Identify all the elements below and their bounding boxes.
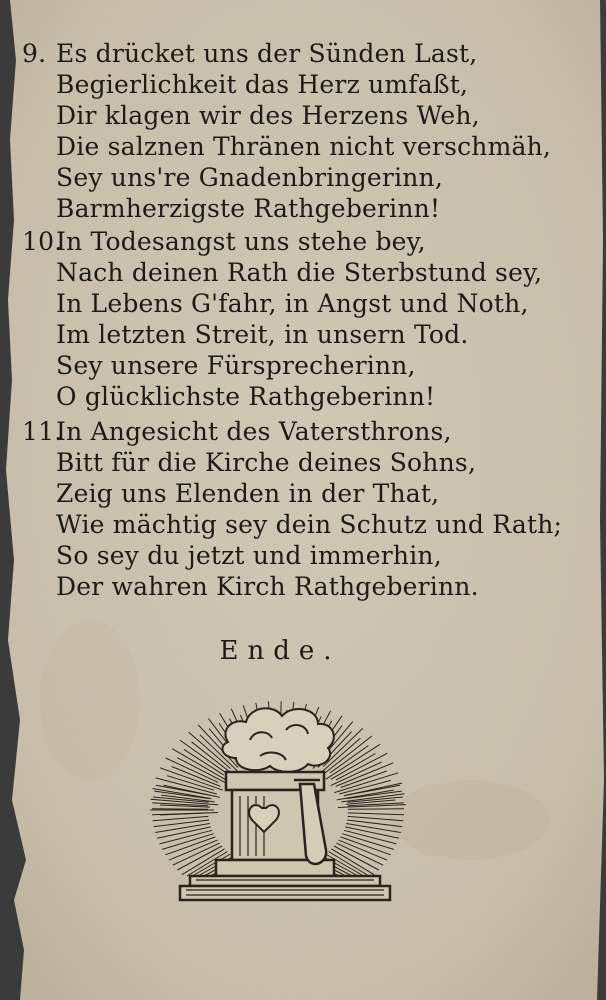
stanza-line: Zeig uns Elenden in der That, xyxy=(56,479,440,508)
stanza-line: Der wahren Kirch Rathgeberinn. xyxy=(56,572,479,601)
ray-line xyxy=(155,824,210,833)
ray-line xyxy=(348,813,404,815)
ray-line xyxy=(154,820,209,827)
ray-line xyxy=(173,843,220,865)
stanza-number: 11. xyxy=(22,417,63,446)
ray-line xyxy=(152,809,208,810)
stanza-line: 9. Es drücket uns der Sünden Last, xyxy=(22,39,478,68)
stanza-line: Die salznen Thränen nicht verschmäh, xyxy=(56,132,552,161)
stanza-line: So sey du jetzt und immerhin, xyxy=(56,541,442,570)
ray-line xyxy=(348,816,404,820)
stanza-line: Sey unsere Fürsprecherinn, xyxy=(56,351,416,380)
altar-ornament-icon xyxy=(150,700,410,920)
ray-line xyxy=(336,843,383,865)
ray-line xyxy=(153,816,209,820)
stanza-number: 9. xyxy=(22,39,47,68)
ending-word: Ende. xyxy=(219,636,341,666)
stanza-line: Barmherzigste Rathgeberinn! xyxy=(56,194,441,223)
stanza-line: In Lebens G'fahr, in Angst und Noth, xyxy=(56,289,529,318)
stanza-number: 10. xyxy=(22,227,63,256)
stanza-line: Begierlichkeit das Herz umfaßt, xyxy=(56,70,469,99)
stanza-line: O glücklichste Rathgeberinn! xyxy=(56,382,436,411)
stanza-line: Im letzten Streit, in unsern Tod. xyxy=(56,320,469,349)
ray-line xyxy=(347,820,402,827)
ray-line xyxy=(346,824,401,833)
ray-line xyxy=(331,849,374,875)
stanza-line: Bitt für die Kirche deines Sohns, xyxy=(56,448,477,477)
stanza-line: 11.In Angesicht des Vatersthrons, xyxy=(22,417,452,446)
stanza-line: Nach deinen Rath die Sterbstund sey, xyxy=(56,258,543,287)
stanza-line: 10.In Todesangst uns stehe bey, xyxy=(22,227,426,256)
stanza-line: Wie mächtig sey dein Schutz und Rath; xyxy=(56,510,563,539)
ray-line xyxy=(348,809,404,810)
stanza-line: Sey uns're Gnadenbringerinn, xyxy=(56,163,444,192)
stanza-line: Dir klagen wir des Herzens Weh, xyxy=(56,101,480,130)
